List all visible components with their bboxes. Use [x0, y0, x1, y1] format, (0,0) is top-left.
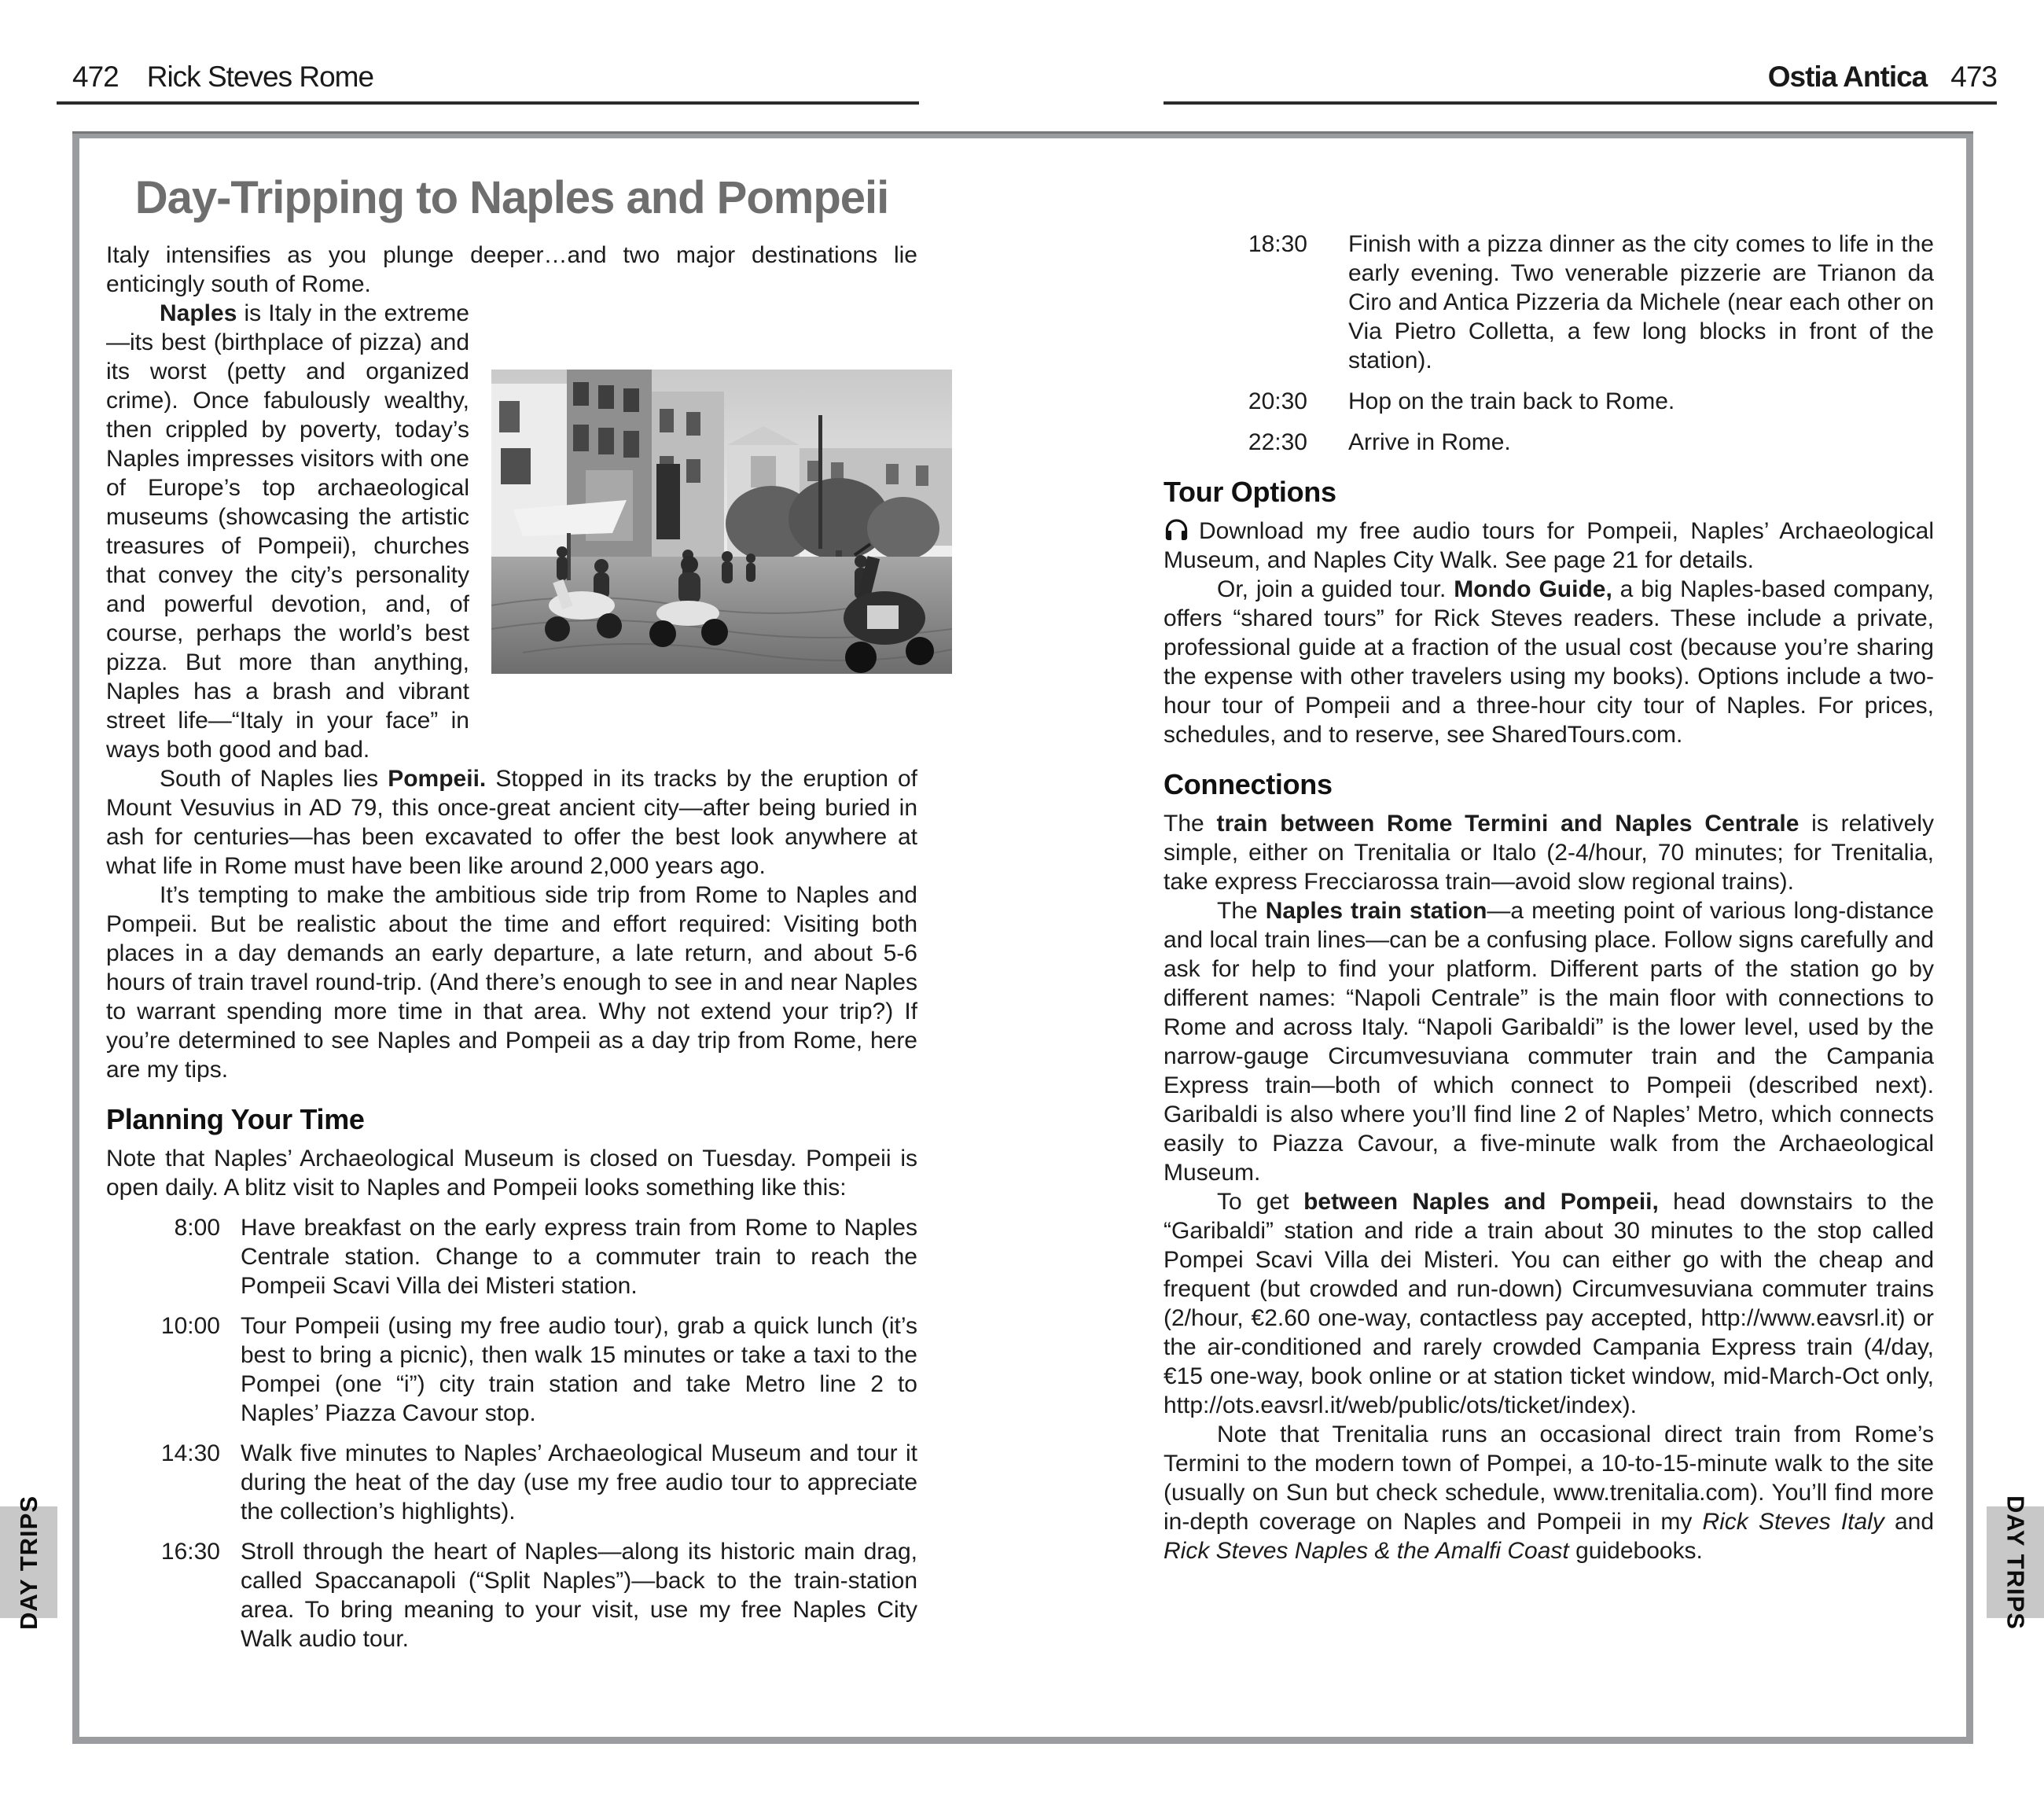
train-paragraph: The train between Rome Termini and Naples Centrale is relatively simple, either on Trenitalia or Italo (2-4/hour, 70 minutes; for Trenitalia, take express Frecciarossa train—avoid slow regional trains). — [1164, 811, 1934, 895]
trenitalia-paragraph: Note that Trenitalia runs an occasional direct train from Rome’s Termini to the modern town of Pompei, a 10-to-15-minute walk to the site (usually on Sun but check schedule, www.trenitalia.com). You’ll find more in-depth coverage on Naples and Pompeii in my Rick Steves Italy and Rick Steves Naples & the Amalfi Coast guidebooks. — [1164, 1422, 1935, 1564]
schedule-item — [1164, 428, 1934, 457]
naples-pompeii-paragraph: To get between Naples and Pompeii, head downstairs to the “Garibaldi” station and ride a train about 30 minutes to the stop called Pompei Scavi Villa dei Misteri. You can either go with the cheap and frequent (but crowded and run-down) Circumvesuviana commuter trains (2/hour, €2.60 one-way, contactless pay accepted, http://www.eavsrl.it) or the air-conditioned and rarely crowded Campania Express train (4/day, €15 one-way, book online or at station ticket window, mid-March-Oct only, http://ots.eavsrl.it/web/public/ots/ticket/index). — [1164, 1189, 1935, 1418]
schedule-item — [106, 1213, 917, 1300]
schedule-time: 22:30 — [1248, 429, 1307, 455]
headphones-icon — [1164, 518, 1189, 542]
connections-heading: Connections — [1164, 768, 1333, 800]
schedule-item — [106, 1537, 917, 1653]
audio-tours-paragraph — [1164, 517, 1934, 575]
mondo-guide-paragraph: Or, join a guided tour. Mondo Guide, a big Naples-based company, offers “shared tours” for Rick Steves readers. These include a private, professional guide at a fraction of the usual cost (because you’re sharing the expense with other travelers using my books). Options include a two-hour tour of Pompeii and a three-hour city tour of Naples. For prices, schedules, and to reserve, see SharedTours.com. — [1164, 576, 1934, 748]
chapter-title: Day-Tripping to Naples and Pompeii — [134, 172, 889, 223]
schedule-text: Have breakfast on the early express train from Rome to Naples Centrale station. Change to a commuter train to reach the Pompeii Scavi Villa dei Misteri station. — [241, 1215, 917, 1299]
intro-paragraph: Italy intensifies as you plunge deeper…and two major destinations lie enticingly south of Rome. — [106, 242, 917, 297]
schedule-text: Walk five minutes to Naples’ Archaeological Museum and tour it during the heat of the day (use my free audio tour to appreciate the collection’s highlights). — [241, 1440, 917, 1525]
section-title: Ostia Antica — [1767, 61, 1928, 93]
left-page-number: 472 — [72, 61, 119, 93]
naples-paragraph: Naples is Italy in the extreme—its best (birthplace of pizza) and its worst (petty and organized crime). Once fabulously wealthy, then crippled by poverty, today’s Naples impresses visitors with one of Europe’s top archaeological museums (showcasing the artistic treasures of Pompeii), churches that convey the city’s personality and powerful devotion, and, of course, perhaps the world’s best pizza. But more than anything, Naples has a brash and vibrant street life—“Italy in your face” in ways both good and bad. — [106, 300, 469, 763]
schedule-time: 18:30 — [1248, 231, 1307, 257]
left-page — [106, 167, 917, 1653]
schedule-text: Stroll through the heart of Naples—along its historic main drag, called Spaccanapoli (“Split Naples”)—back to the train-station area. To bring meaning to your visit, use my free Naples City Walk audio tour. — [241, 1539, 917, 1652]
day-trips-tab-label: DAY TRIPS — [2002, 1495, 2030, 1630]
day-trips-tab-label: DAY TRIPS — [14, 1495, 42, 1630]
schedule-time: 20:30 — [1248, 388, 1307, 414]
schedule-time: 16:30 — [160, 1539, 220, 1565]
naples-street-photo — [491, 370, 952, 674]
planning-heading: Planning Your Time — [106, 1103, 365, 1135]
naples-station-paragraph: The Naples train station—a meeting point of various long-distance and local train lines—can be a confusing place. Follow signs carefully and ask for help to find your platform. Different parts of the station go by different names: “Napoli Centrale” is the main floor with connections to Rome and across Italy. “Napoli Garibaldi” is the lower level, used by the narrow-gauge Circumvesuviana commuter train and the Campania Express train—both of which connect to Pompeii (described next). Garibaldi is also where you’ll find line 2 of Naples’ Metro, which connects easily to Piazza Cavour, a five-minute walk from the Archaeological Museum. — [1164, 898, 1934, 1186]
pompeii-paragraph: South of Naples lies Pompeii. Stopped in its tracks by the eruption of Mount Vesuvius in AD 79, this once-great ancient city—after being buried in ash for centuries—has been excavated to offer the best look anywhere at what life in Rome must have been like around 2,000 years ago. — [106, 766, 917, 879]
schedule-item — [106, 1439, 917, 1526]
schedule-time: 10:00 — [160, 1313, 220, 1339]
schedule-item — [106, 1311, 917, 1428]
schedule-time: 14:30 — [160, 1440, 220, 1466]
schedule-text: Tour Pompeii (using my free audio tour), grab a quick lunch (it’s best to bring a picnic), then walk 15 minutes or take a taxi to the Pompei (one “i”) city train station and take Metro line 2 to Naples’ Piazza Cavour stop. — [241, 1313, 917, 1426]
schedule-item — [1164, 230, 1934, 375]
planning-intro: Note that Naples’ Archaeological Museum is closed on Tuesday. Pompeii is open daily. A blitz visit to Naples and Pompeii looks something like this: — [106, 1146, 917, 1201]
tour-options-heading: Tour Options — [1164, 476, 1336, 508]
book-title: Rick Steves Rome — [146, 61, 374, 93]
right-header-rule — [1164, 101, 1997, 105]
naples-street-photo-art — [491, 370, 952, 674]
schedule-text: Finish with a pizza dinner as the city comes to life in the early evening. Two venerable pizzerie are Trianon da Ciro and Antica Pizzeria da Michele (near each other on Via Pietro Colletta, a few long blocks in front of the station). — [1348, 231, 1934, 373]
schedule-item — [1164, 387, 1934, 416]
day-trips-tab-left — [0, 1495, 57, 1630]
left-header-rule — [57, 101, 919, 105]
right-page — [1164, 230, 1934, 1565]
day-trips-tab-right — [1987, 1495, 2044, 1630]
schedule-time: 8:00 — [174, 1215, 220, 1241]
audio-tours-text: Download my free audio tours for Pompeii, Naples’ Archaeological Museum, and Naples City Walk. See page 21 for details. — [1164, 518, 1934, 573]
side-trip-paragraph: It’s tempting to make the ambitious side trip from Rome to Naples and Pompeii. But be realistic about the time and effort required: Visiting both places in a day demands an early departure, a late return, and about 5-6 hours of train travel round-trip. (And there’s enough to see in and near Naples to warrant spending more time in that area. Why not extend your trip?) If you’re determined to see Naples and Pompeii as a day trip from Rome, here are my tips. — [106, 882, 917, 1083]
left-running-head — [72, 60, 373, 94]
schedule-text: Arrive in Rome. — [1348, 429, 1511, 455]
right-running-head — [1164, 60, 1997, 94]
right-page-number: 473 — [1950, 61, 1997, 93]
schedule-text: Hop on the train back to Rome. — [1348, 388, 1675, 414]
